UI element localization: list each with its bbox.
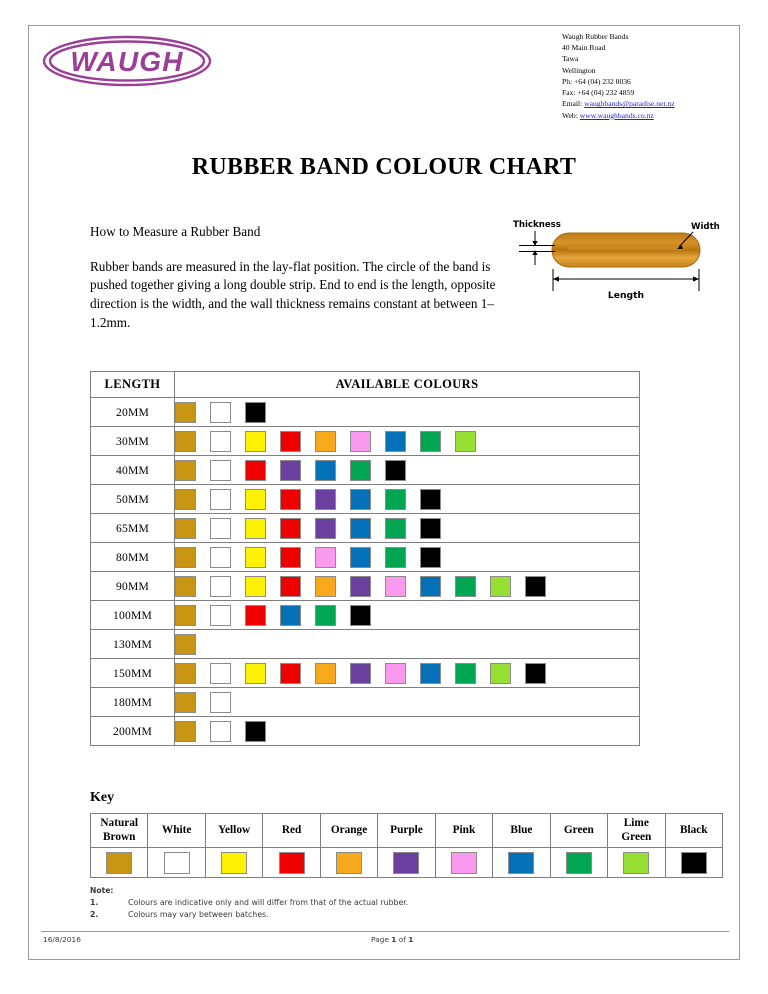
colour-swatch-pink [350,431,371,452]
address-line-city: Wellington [562,65,596,75]
colour-swatch-green [385,518,406,539]
colour-swatch-yellow [245,489,266,510]
swatch-group [175,601,639,629]
table-row [91,630,640,659]
colour-swatch-black [245,402,266,423]
key-label-purple: Purple [378,814,435,848]
colour-swatch-natural-brown [175,663,196,684]
table-row [91,427,640,456]
key-label-natural-brown: Natural Brown [91,814,148,848]
footer-date: 16/8/2016 [43,935,81,944]
key-swatch-lime-green [623,852,649,874]
colour-swatch-blue [385,431,406,452]
colour-swatch-red [280,663,301,684]
table-row [91,485,640,514]
colour-swatch-pink [385,576,406,597]
colour-swatch-white [210,663,231,684]
colours-cell [175,717,640,746]
table-row [91,514,640,543]
swatch-group [175,630,639,658]
colour-chart-table [90,371,640,746]
key-swatch-row [91,848,723,878]
column-header-length: LENGTH [91,372,175,398]
table-row [91,659,640,688]
colour-swatch-white [210,489,231,510]
colour-swatch-natural-brown [175,402,196,423]
colour-swatch-red [280,576,301,597]
colour-swatch-natural-brown [175,576,196,597]
length-cell: 80MM [91,543,175,572]
colour-swatch-green [385,489,406,510]
key-title: Key [90,790,115,805]
table-header-row [91,372,640,398]
table-row [91,543,640,572]
key-swatch-blue [508,852,534,874]
note-number: 1. [90,898,99,907]
page-footer [41,931,729,949]
length-cell: 30MM [91,427,175,456]
colour-swatch-red [280,431,301,452]
colour-swatch-white [210,402,231,423]
colour-swatch-red [280,547,301,568]
key-swatch-cell-green [550,848,607,878]
colour-swatch-green [385,547,406,568]
colour-swatch-black [420,547,441,568]
colours-cell [175,514,640,543]
length-cell: 130MM [91,630,175,659]
colour-swatch-white [210,460,231,481]
key-label-orange: Orange [320,814,377,848]
key-swatch-red [279,852,305,874]
colour-swatch-natural-brown [175,431,196,452]
key-label-green: Green [550,814,607,848]
table-row [91,572,640,601]
colour-swatch-orange [315,576,336,597]
length-cell: 150MM [91,659,175,688]
colour-swatch-red [280,489,301,510]
note-item [90,909,739,921]
rubber-band-measurement-diagram [507,217,729,305]
length-cell: 100MM [91,601,175,630]
colour-chart-body [91,398,640,746]
colour-swatch-black [420,489,441,510]
colour-swatch-red [245,605,266,626]
key-swatch-cell-natural-brown [91,848,148,878]
colour-swatch-blue [420,663,441,684]
key-swatch-orange [336,852,362,874]
colour-swatch-orange [315,431,336,452]
colour-swatch-green [350,460,371,481]
colour-swatch-natural-brown [175,518,196,539]
key-swatch-cell-orange [320,848,377,878]
key-swatch-green [566,852,592,874]
colour-swatch-white [210,605,231,626]
colour-swatch-white [210,431,231,452]
colour-swatch-black [385,460,406,481]
colour-swatch-natural-brown [175,460,196,481]
footer-page-prefix: Page [371,935,392,944]
key-swatch-cell-black [665,848,722,878]
colour-swatch-blue [420,576,441,597]
colour-chart-container [29,371,739,746]
colour-swatch-white [210,576,231,597]
swatch-group [175,572,639,600]
colour-swatch-black [525,576,546,597]
column-header-available-colours: AVAILABLE COLOURS [175,372,640,398]
table-row [91,601,640,630]
swatch-group [175,659,639,687]
colour-swatch-green [455,663,476,684]
key-swatch-purple [393,852,419,874]
key-table [90,813,723,878]
colour-swatch-natural-brown [175,489,196,510]
colours-cell [175,659,640,688]
colour-swatch-pink [385,663,406,684]
colour-swatch-blue [280,605,301,626]
waugh-logo [41,34,213,88]
web-label: Web: [562,110,578,120]
footer-page-middle: of [396,935,409,944]
page-frame [28,25,740,960]
colour-swatch-yellow [245,547,266,568]
how-to-measure-section [29,220,739,353]
key-label-black: Black [665,814,722,848]
notes-section [29,886,739,921]
colour-swatch-black [525,663,546,684]
colour-swatch-lime-green [490,663,511,684]
colour-swatch-black [420,518,441,539]
key-label-pink: Pink [435,814,492,848]
measure-heading: How to Measure a Rubber Band [90,224,261,239]
colour-swatch-white [210,547,231,568]
key-label-lime-green: Lime Green [608,814,665,848]
key-swatch-black [681,852,707,874]
key-swatch-white [164,852,190,874]
colour-swatch-red [280,518,301,539]
colour-swatch-green [420,431,441,452]
swatch-group [175,688,639,716]
page-title: RUBBER BAND COLOUR CHART [191,154,577,180]
colour-swatch-natural-brown [175,547,196,568]
address-line-suburb: Tawa [562,54,579,64]
key-swatch-cell-pink [435,848,492,878]
swatch-group [175,398,639,426]
swatch-group [175,456,639,484]
colour-swatch-orange [315,663,336,684]
key-container [29,790,739,878]
table-row [91,398,640,427]
swatch-group [175,427,639,455]
colour-swatch-yellow [245,663,266,684]
key-label-red: Red [263,814,320,848]
colour-swatch-pink [315,547,336,568]
colour-swatch-natural-brown [175,634,196,655]
colour-swatch-black [350,605,371,626]
colour-swatch-white [210,518,231,539]
swatch-group [175,485,639,513]
key-label-blue: Blue [493,814,550,848]
key-swatch-natural-brown [106,852,132,874]
colour-swatch-lime-green [490,576,511,597]
swatch-group [175,514,639,542]
colours-cell [175,601,640,630]
svg-text:WAUGH: WAUGH [70,46,184,77]
swatch-group [175,717,639,745]
note-item [90,897,739,909]
key-swatch-cell-lime-green [608,848,665,878]
key-swatch-cell-purple [378,848,435,878]
colour-swatch-blue [315,460,336,481]
colour-swatch-green [455,576,476,597]
colour-swatch-yellow [245,431,266,452]
length-cell: 50MM [91,485,175,514]
address-line-street: 40 Main Road [562,43,606,53]
colour-swatch-blue [350,489,371,510]
key-label-yellow: Yellow [205,814,262,848]
colour-swatch-purple [280,460,301,481]
footer-page-number [371,935,413,944]
key-label-white: White [148,814,205,848]
colours-cell [175,630,640,659]
note-text: Colours may vary between batches. [128,910,269,920]
colour-swatch-blue [350,547,371,568]
key-swatch-cell-yellow [205,848,262,878]
svg-text:Length: Length [607,290,645,301]
colour-swatch-purple [315,489,336,510]
colour-swatch-natural-brown [175,692,196,713]
address-line-email [562,98,727,109]
colour-swatch-black [245,721,266,742]
website-link[interactable]: www.waughbands.co.nz [579,110,654,120]
colour-swatch-blue [350,518,371,539]
colour-swatch-purple [350,576,371,597]
email-link[interactable]: waughbands@paradise.net.nz [584,99,675,109]
colour-swatch-lime-green [455,431,476,452]
svg-text:Width: Width [691,222,720,232]
colours-cell [175,398,640,427]
colour-swatch-natural-brown [175,721,196,742]
svg-text:Thickness: Thickness [513,220,561,230]
address-line-fax: Fax: +64 (04) 232 4859 [562,88,635,98]
length-cell: 20MM [91,398,175,427]
notes-title: Note: [90,886,114,895]
colours-cell [175,688,640,717]
colour-swatch-yellow [245,518,266,539]
swatch-group [175,543,639,571]
key-swatch-cell-red [263,848,320,878]
key-swatch-yellow [221,852,247,874]
company-address-block [562,31,727,121]
footer-page-total: 1 [408,935,414,944]
colours-cell [175,427,640,456]
colour-swatch-purple [350,663,371,684]
length-cell: 40MM [91,456,175,485]
key-swatch-pink [451,852,477,874]
colour-swatch-red [245,460,266,481]
notes-list [90,897,739,921]
colours-cell [175,485,640,514]
colours-cell [175,572,640,601]
colour-swatch-green [315,605,336,626]
length-cell: 180MM [91,688,175,717]
colour-swatch-white [210,721,231,742]
address-line-phone: Ph: +64 (04) 232 8036 [562,76,631,86]
colour-swatch-natural-brown [175,605,196,626]
length-cell: 200MM [91,717,175,746]
note-number: 2. [90,910,99,920]
address-line-web [562,110,727,121]
table-row [91,717,640,746]
measure-paragraph: Rubber bands are measured in the lay-flat position. The circle of the band is pushed together giving a long double strip. End to end is the length, opposite direction is the width, and the wall thickness remains constant at between 1–1.2mm. [90,258,496,330]
table-row [91,688,640,717]
key-swatch-cell-blue [493,848,550,878]
colours-cell [175,543,640,572]
length-cell: 90MM [91,572,175,601]
key-label-row [91,814,723,848]
measure-text-block [90,223,510,333]
address-line-company: Waugh Rubber Bands [562,32,629,41]
key-swatch-cell-white [148,848,205,878]
colours-cell [175,456,640,485]
note-text: Colours are indicative only and will differ from that of the actual rubber. [128,898,409,907]
colour-swatch-purple [315,518,336,539]
colour-swatch-white [210,692,231,713]
footer-page-current: 1 [391,935,397,944]
table-row [91,456,640,485]
email-label: Email: [562,99,583,109]
colour-swatch-yellow [245,576,266,597]
page-header [29,26,739,126]
length-cell: 65MM [91,514,175,543]
